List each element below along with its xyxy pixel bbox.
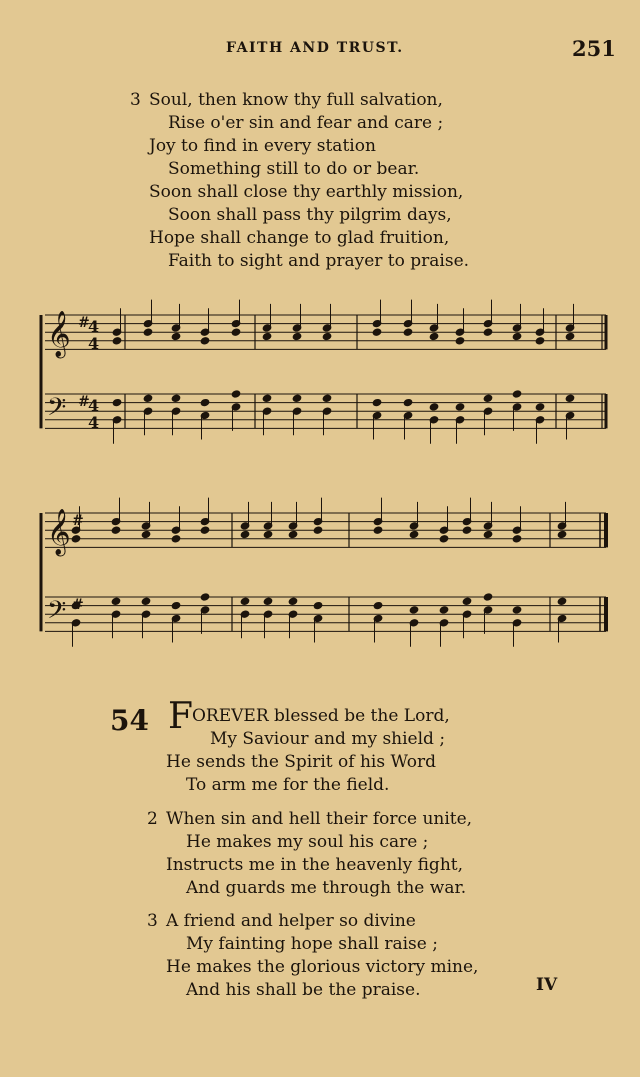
notehead <box>231 390 241 398</box>
notehead <box>313 526 323 534</box>
verse-line: And guards me through the war. <box>186 878 467 898</box>
verse-line: Soul, then know thy full salvation, <box>149 90 443 110</box>
notehead <box>483 328 493 336</box>
verse-line: Soon shall close thy earthly mission, <box>149 182 464 202</box>
verse-line: My Saviour and my shield ; <box>210 729 446 749</box>
time-signature-top: 4 <box>88 317 100 336</box>
notehead <box>200 398 210 406</box>
treble-clef-icon: 𝄞 <box>47 311 71 357</box>
notehead <box>373 601 383 609</box>
verse-line: Faith to sight and prayer to praise. <box>168 251 470 271</box>
verse-line: OREVER blessed be the Lord, <box>192 706 450 726</box>
notehead <box>429 332 439 340</box>
stanza-number: 2 <box>147 809 158 829</box>
notehead <box>565 332 575 340</box>
notehead <box>565 394 575 402</box>
notehead <box>439 606 449 614</box>
notehead <box>462 597 472 605</box>
notehead <box>240 530 250 538</box>
hymn-number: 54 <box>110 704 149 737</box>
notehead <box>111 597 121 605</box>
notehead <box>171 601 181 609</box>
notehead <box>141 530 151 538</box>
notehead <box>403 328 413 336</box>
notehead <box>557 530 567 538</box>
verse-line: When sin and hell their force unite, <box>166 809 473 829</box>
notehead <box>288 597 298 605</box>
notehead <box>462 526 472 534</box>
notehead <box>512 535 522 543</box>
verse-line: Instructs me in the heavenly fight, <box>166 855 464 875</box>
notehead <box>322 332 332 340</box>
notehead <box>141 597 151 605</box>
notehead <box>262 332 272 340</box>
notehead <box>512 390 522 398</box>
notehead <box>262 394 272 402</box>
notehead <box>288 530 298 538</box>
notehead <box>171 535 181 543</box>
notehead <box>112 337 122 345</box>
notehead <box>483 593 493 601</box>
notehead <box>512 332 522 340</box>
stanza-number: 3 <box>130 90 141 110</box>
notehead <box>483 394 493 402</box>
notehead <box>111 526 121 534</box>
notehead <box>200 593 210 601</box>
notehead <box>231 328 241 336</box>
notehead <box>322 394 332 402</box>
notehead <box>240 597 250 605</box>
stanza-number: 3 <box>147 911 158 931</box>
verse-line: Joy to find in every station <box>149 136 376 156</box>
notehead <box>535 337 545 345</box>
notehead <box>171 332 181 340</box>
time-signature-bottom: 4 <box>88 413 100 432</box>
verse-line: He sends the Spirit of his Word <box>166 752 437 772</box>
verse-line: He makes my soul his care ; <box>186 832 429 852</box>
verse-line: To arm me for the field. <box>186 775 390 795</box>
verse-line: Rise o'er sin and fear and care ; <box>168 113 444 133</box>
key-signature-sharp: # <box>72 513 84 529</box>
tune-mark: IV <box>536 975 558 995</box>
time-signature-top: 4 <box>88 396 100 415</box>
notehead <box>455 403 465 411</box>
notehead <box>313 601 323 609</box>
notehead <box>200 337 210 345</box>
verse-line: My fainting hope shall raise ; <box>186 934 438 954</box>
notehead <box>557 597 567 605</box>
bass-clef-icon: 𝄢 <box>47 596 67 631</box>
notehead <box>71 535 81 543</box>
notehead <box>171 394 181 402</box>
notehead <box>292 394 302 402</box>
verse-line: Hope shall change to glad fruition, <box>149 228 450 248</box>
notehead <box>143 328 153 336</box>
notehead <box>372 398 382 406</box>
notehead <box>429 403 439 411</box>
verse-line: Soon shall pass thy pilgrim days, <box>168 205 452 225</box>
verse-line: A friend and helper so divine <box>166 911 416 931</box>
verse-line: Something still to do or bear. <box>168 159 420 179</box>
notehead <box>372 328 382 336</box>
notehead <box>200 526 210 534</box>
notehead <box>143 394 153 402</box>
bass-clef-icon: 𝄢 <box>47 393 67 428</box>
notehead <box>112 398 122 406</box>
treble-clef-icon: 𝄞 <box>47 509 71 555</box>
page-number: 251 <box>572 36 616 61</box>
notehead <box>483 530 493 538</box>
notehead <box>409 530 419 538</box>
notehead <box>403 398 413 406</box>
notehead <box>409 606 419 614</box>
notehead <box>263 530 273 538</box>
drop-cap: F <box>168 696 193 737</box>
notehead <box>455 337 465 345</box>
notehead <box>373 526 383 534</box>
notehead <box>292 332 302 340</box>
time-signature-bottom: 4 <box>88 334 100 353</box>
verse-line: And his shall be the praise. <box>186 980 421 1000</box>
notehead <box>512 606 522 614</box>
key-signature-sharp: # <box>72 597 84 613</box>
key-signature-sharp: # <box>78 315 90 331</box>
running-head: FAITH AND TRUST. <box>226 40 404 56</box>
notehead <box>439 535 449 543</box>
verse-line: He makes the glorious victory mine, <box>166 957 479 977</box>
notehead <box>263 597 273 605</box>
notehead <box>535 403 545 411</box>
key-signature-sharp: # <box>78 394 90 410</box>
